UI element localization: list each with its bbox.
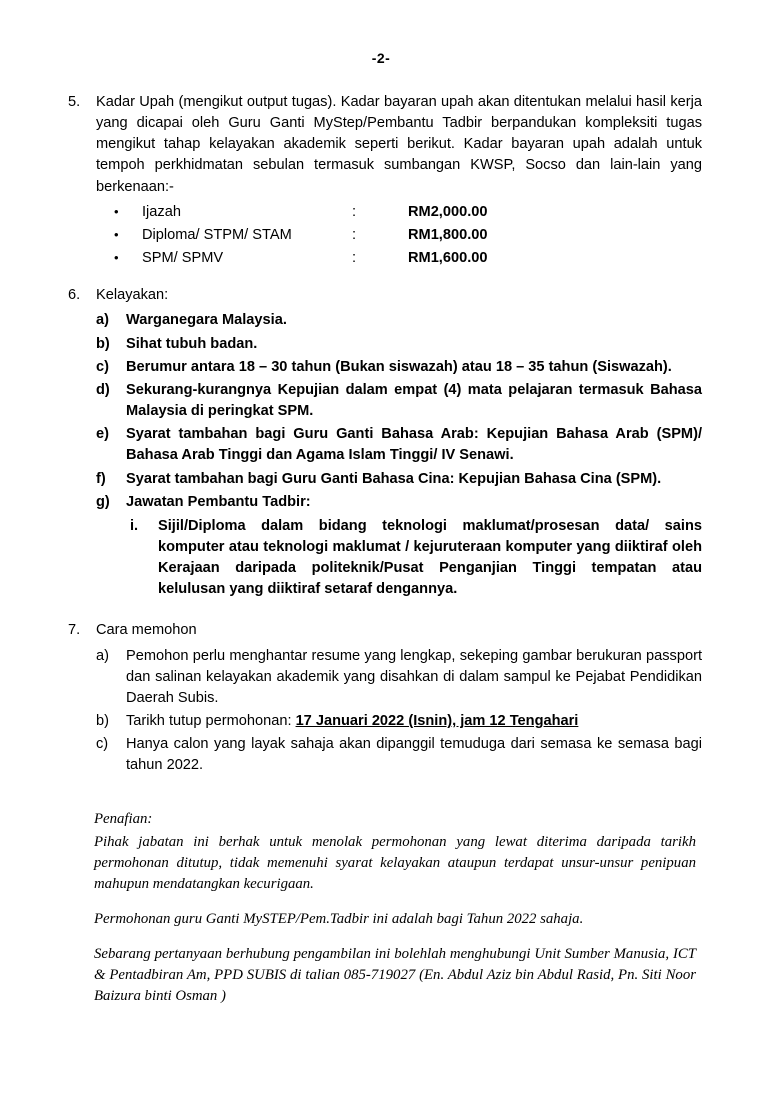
salary-separator: : bbox=[352, 203, 357, 220]
list-item-text: Sekurang-kurangnya Kepujian dalam empat (4) mata pelajaran termasuk Bahasa Malaysia di peringkat SPM. bbox=[126, 381, 702, 420]
salary-qualification: SPM/ SPMV bbox=[142, 250, 224, 267]
list-item bbox=[96, 424, 702, 466]
list-item-text: Sihat tubuh badan. bbox=[126, 335, 258, 352]
clause-5 bbox=[60, 92, 702, 279]
salary-list bbox=[96, 202, 702, 269]
salary-amount: RM1,600.00 bbox=[408, 250, 488, 267]
bullet-icon: • bbox=[114, 203, 119, 219]
list-item-label: a) bbox=[96, 647, 109, 664]
list-item bbox=[96, 492, 702, 513]
deadline-date: 17 Januari 2022 (Isnin), jam 12 Tengahari bbox=[295, 713, 579, 730]
list-item-roman-label: i. bbox=[130, 517, 139, 534]
list-item-roman-text: Sijil/Diploma dalam bidang teknologi maklumat/prosesan data/ sains komputer atau teknologi maklumat / kejuruteraan komputer yang diiktiraf oleh Kerajaan daripada politeknik/Pusat Penganjian Tinggi tempatan atau kelulusan yang diiktiraf setaraf dengannya. bbox=[158, 517, 702, 598]
list-item-label: e) bbox=[96, 426, 109, 443]
disclaimer-title: Penafian: bbox=[94, 810, 153, 827]
list-item-text: Syarat tambahan bagi Guru Ganti Bahasa Arab: Kepujian Bahasa Arab (SPM)/ Bahasa Arab Tinggi dan Agama Islam Tinggi/ IV Senawi. bbox=[126, 426, 702, 464]
clause-6-number: 6. bbox=[68, 287, 81, 304]
clause-6 bbox=[60, 285, 702, 600]
list-item-text: Berumur antara 18 – 30 tahun (Bukan siswazah) atau 18 – 35 tahun (Siswazah). bbox=[126, 358, 672, 375]
salary-qualification: Diploma/ STPM/ STAM bbox=[142, 226, 292, 243]
list-item-text: Warganegara Malaysia. bbox=[126, 312, 287, 329]
clause-5-number: 5. bbox=[68, 94, 81, 110]
list-item-label: f) bbox=[96, 470, 106, 487]
list-item-text: Hanya calon yang layak sahaja akan dipanggil temuduga dari semasa ke semasa bagi tahun 2022. bbox=[126, 736, 702, 774]
list-item-label: a) bbox=[96, 312, 109, 329]
list-item-text: Pemohon perlu menghantar resume yang lengkap, sekeping gambar berukuran passport dan salinan kelayakan akademik yang disahkan di dalam sampul ke Pejabat Pendidikan Daerah Subis. bbox=[126, 647, 702, 706]
list-item-deadline bbox=[96, 711, 702, 732]
list-item bbox=[96, 734, 702, 776]
salary-qualification: Ijazah bbox=[142, 203, 181, 220]
clause-5-paragraph: Kadar Upah (mengikut output tugas). Kadar bayaran upah akan ditentukan melalui hasil kerja yang dicapai oleh Guru Ganti MyStep/Pembantu Tadbir berpandukan kompleksiti tugas mengikut tahap kelayakan akademik seperti berikut. Kadar bayaran upah adalah untuk tempoh perkhidmatan sebulan termasuk sumbangan KWSP, Socso dan lain-lain yang berkenaan:- bbox=[96, 94, 702, 195]
disclaimer-paragraph-3: Sebarang pertanyaan berhubung pengambilan ini bolehlah menghubungi Unit Sumber Manusia, ICT & Pentadbiran Am, PPD SUBIS di talian 085-719027 (En. Abdul Aziz bin Abdul Rasid, Pn. Siti Noor Baizura binti Osman ) bbox=[94, 945, 696, 1004]
list-item bbox=[96, 646, 702, 709]
salary-separator: : bbox=[352, 226, 357, 243]
bottom-spacer bbox=[60, 1021, 702, 1081]
section-spacer bbox=[60, 606, 702, 620]
salary-row bbox=[96, 248, 702, 269]
salary-amount: RM1,800.00 bbox=[408, 226, 488, 243]
clause-7-heading: Cara memohon bbox=[96, 622, 197, 639]
bullet-icon: • bbox=[114, 226, 119, 242]
salary-amount: RM2,000.00 bbox=[408, 203, 488, 220]
list-item-label: b) bbox=[96, 335, 110, 352]
clause-7-number: 7. bbox=[68, 622, 81, 639]
document-content bbox=[60, 92, 702, 1081]
clause-7 bbox=[60, 620, 702, 778]
salary-separator: : bbox=[352, 250, 357, 267]
disclaimer-section bbox=[60, 809, 702, 1007]
salary-row bbox=[96, 225, 702, 246]
disclaimer-paragraph-1: Pihak jabatan ini berhak untuk menolak permohonan yang lewat diterima daripada tarikh permohonan ditutup, tidak memenuhi syarat kelayakan ataupun terdapat unsur-unsur penipuan mahupun mendatangkan kecurigaan. bbox=[94, 833, 696, 892]
page-number: -2- bbox=[371, 50, 391, 66]
bullet-icon: • bbox=[114, 250, 119, 266]
list-item-label: g) bbox=[96, 493, 110, 510]
list-item bbox=[96, 380, 702, 422]
list-item-roman bbox=[96, 516, 702, 601]
list-item-label: b) bbox=[96, 713, 109, 730]
application-steps-list bbox=[96, 646, 702, 777]
list-item-label: c) bbox=[96, 736, 109, 753]
list-item bbox=[96, 357, 702, 378]
list-item bbox=[96, 334, 702, 355]
salary-row bbox=[96, 202, 702, 223]
deadline-prefix: Tarikh tutup permohonan: bbox=[126, 713, 296, 730]
list-item-label: c) bbox=[96, 358, 109, 375]
clause-6-heading: Kelayakan: bbox=[96, 287, 169, 304]
list-item-text bbox=[126, 711, 702, 732]
list-item-text: Syarat tambahan bagi Guru Ganti Bahasa Cina: Kepujian Bahasa Cina (SPM). bbox=[126, 470, 662, 487]
list-item bbox=[96, 310, 702, 331]
disclaimer-paragraph-2: Permohonan guru Ganti MySTEP/Pem.Tadbir ini adalah bagi Tahun 2022 sahaja. bbox=[94, 910, 584, 927]
list-item-text: Jawatan Pembantu Tadbir: bbox=[126, 493, 311, 510]
list-item-label: d) bbox=[96, 381, 110, 398]
qualification-list bbox=[96, 310, 702, 600]
list-item bbox=[96, 469, 702, 490]
